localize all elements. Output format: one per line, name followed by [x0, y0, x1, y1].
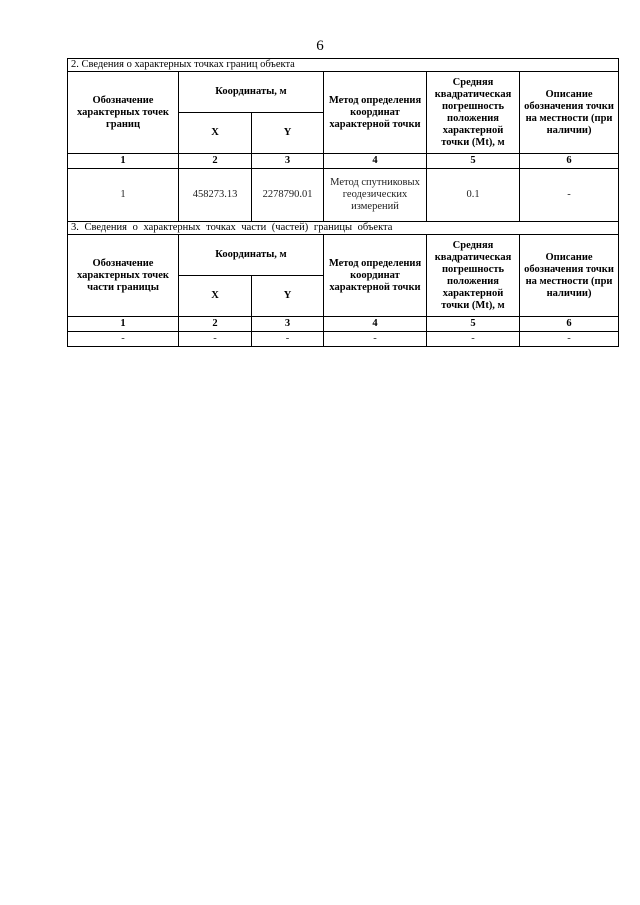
section3-column-number: 5 — [427, 317, 520, 332]
section3-column-number: 4 — [324, 317, 427, 332]
section2-header-x: X — [179, 113, 252, 154]
section3-header-error: Средняя квадратическая погрешность положения характерной точки (Mt), м — [427, 235, 520, 317]
section3-header-y: Y — [252, 276, 324, 317]
section2-column-number: 2 — [179, 154, 252, 169]
part-point-method: - — [324, 332, 427, 347]
section2-column-number: 6 — [520, 154, 619, 169]
section3-header-description: Описание обозначения точки на местности (при наличии) — [520, 235, 619, 317]
point-description: - — [520, 169, 619, 222]
part-point-error: - — [427, 332, 520, 347]
section3-header-x: X — [179, 276, 252, 317]
section2-column-number: 4 — [324, 154, 427, 169]
section2-header-description: Описание обозначения точки на местности (при наличии) — [520, 72, 619, 154]
table-row — [68, 169, 619, 222]
section3-header-method: Метод определения координат характерной точки — [324, 235, 427, 317]
section3-header-designation: Обозначение характерных точек части границы — [68, 235, 179, 317]
section2-title: 2. Сведения о характерных точках границ объекта — [68, 59, 619, 72]
section2-column-number: 1 — [68, 154, 179, 169]
section3-column-number: 2 — [179, 317, 252, 332]
section2-header-coordinates: Координаты, м — [179, 72, 324, 113]
point-y: 2278790.01 — [252, 169, 324, 222]
section2-header-error: Средняя квадратическая погрешность положения характерной точки (Mt), м — [427, 72, 520, 154]
section3-column-number: 1 — [68, 317, 179, 332]
section2-header-designation: Обозначение характерных точек границ — [68, 72, 179, 154]
section2-column-number: 5 — [427, 154, 520, 169]
section3-column-number: 6 — [520, 317, 619, 332]
table-row — [68, 332, 619, 347]
section2-header-y: Y — [252, 113, 324, 154]
point-error: 0.1 — [427, 169, 520, 222]
page-number: 6 — [316, 38, 324, 54]
section3-header-coordinates: Координаты, м — [179, 235, 324, 276]
point-designation: 1 — [68, 169, 179, 222]
point-method: Метод спутниковых геодезических измерений — [324, 169, 427, 222]
part-point-y: - — [252, 332, 324, 347]
part-point-x: - — [179, 332, 252, 347]
boundary-points-table — [67, 58, 619, 347]
part-point-description: - — [520, 332, 619, 347]
section3-column-number: 3 — [252, 317, 324, 332]
section2-header-method: Метод определения координат характерной точки — [324, 72, 427, 154]
section2-column-number: 3 — [252, 154, 324, 169]
point-x: 458273.13 — [179, 169, 252, 222]
section3-title: 3. Сведения о характерных точках части (частей) границы объекта — [68, 222, 619, 235]
part-point-designation: - — [68, 332, 179, 347]
